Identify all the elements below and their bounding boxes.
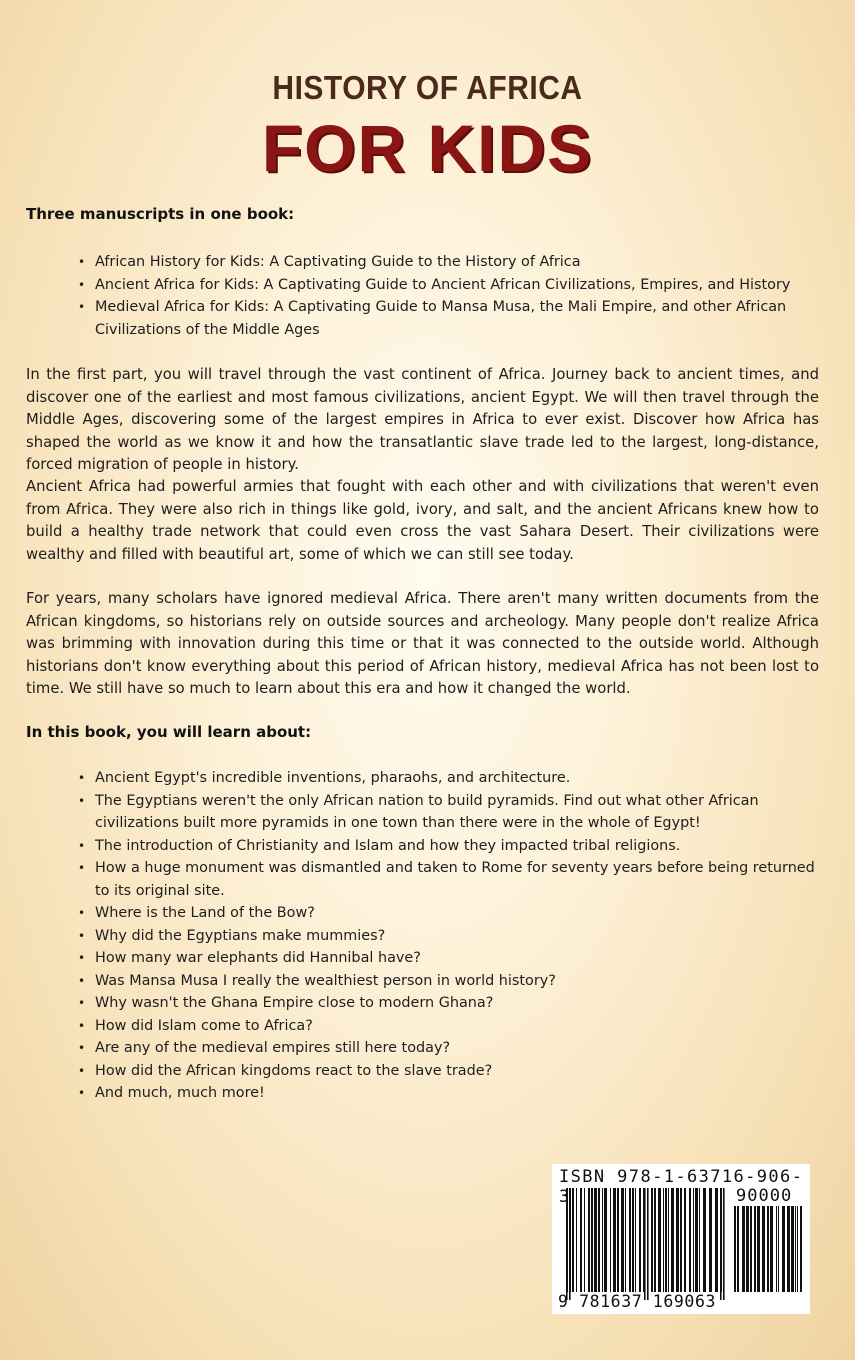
learn-list bbox=[78, 767, 830, 1105]
bullet-icon: • bbox=[78, 951, 86, 965]
price-code: 90000 bbox=[736, 1186, 793, 1206]
list-item: • How many war elephants did Hannibal have? bbox=[78, 947, 830, 970]
barcode-digits: 9 781637 169063 bbox=[558, 1292, 717, 1311]
list-item: • The introduction of Christianity and Islam and how they impacted tribal religions. bbox=[78, 835, 830, 858]
bullet-icon: • bbox=[78, 1086, 86, 1100]
bullet-icon: • bbox=[78, 838, 86, 853]
bullet-icon: • bbox=[78, 255, 86, 269]
manuscripts-heading: Three manuscripts in one book: bbox=[26, 205, 295, 223]
isbn-barcode bbox=[552, 1164, 810, 1314]
learn-heading: In this book, you will learn about: bbox=[26, 723, 312, 741]
list-item: • And much, much more! bbox=[78, 1082, 830, 1105]
isbn-label: ISBN 978-1-63716-906-3 bbox=[559, 1167, 804, 1207]
list-item: • The Egyptians weren't the only African nation to build pyramids. Find out what other African civilizations built more pyramids in one town than there were in the whole of Egypt! bbox=[78, 790, 830, 835]
list-item: • Ancient Africa for Kids: A Captivating Guide to Ancient African Civilizations, Empires, and History bbox=[78, 274, 830, 297]
bullet-icon: • bbox=[78, 996, 86, 1010]
intro-paragraph-3: For years, many scholars have ignored medieval Africa. There aren't many written documents from the African kingdoms, so historians rely on outside sources and archeology. Many people don't realize Africa was brimming with innovation during this time or that it was connected to the outside world. Although historians don't know everything about this period of African history, medieval Africa has not been lost to time. We still have so much to learn about this era and how it changed the world. bbox=[26, 590, 819, 697]
bullet-icon: • bbox=[78, 861, 86, 875]
bullet-icon: • bbox=[78, 906, 86, 920]
bullet-icon: • bbox=[78, 1063, 86, 1078]
list-item: • Where is the Land of the Bow? bbox=[78, 902, 830, 925]
bullet-icon: • bbox=[78, 1018, 86, 1033]
list-item: • Are any of the medieval empires still here today? bbox=[78, 1037, 830, 1060]
list-item: • Why wasn't the Ghana Empire close to modern Ghana? bbox=[78, 992, 830, 1015]
cover-title-line1: HISTORY OF AFRICA bbox=[272, 69, 583, 107]
manuscripts-list bbox=[78, 251, 830, 341]
bullet-icon: • bbox=[78, 771, 86, 785]
list-item: • Medieval Africa for Kids: A Captivating Guide to Mansa Musa, the Mali Empire, and other African Civilizations of the Middle Ages bbox=[78, 296, 830, 341]
bullet-icon: • bbox=[78, 300, 86, 314]
intro-paragraph-2: Ancient Africa had powerful armies that fought with each other and with civilizations that weren't even from Africa. They were also rich in things like gold, ivory, and salt, and the ancient Africans knew how to build a healthy trade network that could even cross the vast Sahara Desert. Their civilizations were wealthy and filled with beautiful art, some of which we can still see today. bbox=[26, 478, 819, 563]
cover-title-line2: FOR KIDS bbox=[261, 111, 594, 185]
list-item: • Ancient Egypt's incredible inventions, pharaohs, and architecture. bbox=[78, 767, 830, 790]
list-item: • How did Islam come to Africa? bbox=[78, 1015, 830, 1038]
bullet-icon: • bbox=[78, 1041, 86, 1055]
list-item: • How a huge monument was dismantled and taken to Rome for seventy years before being returned to its original site. bbox=[78, 857, 830, 902]
list-item: • African History for Kids: A Captivating Guide to the History of Africa bbox=[78, 251, 830, 274]
bullet-icon: • bbox=[78, 973, 86, 988]
list-item: • Was Mansa Musa I really the wealthiest person in world history? bbox=[78, 970, 830, 993]
bullet-icon: • bbox=[78, 277, 86, 292]
list-item: • Why did the Egyptians make mummies? bbox=[78, 925, 830, 948]
bullet-icon: • bbox=[78, 793, 86, 808]
bullet-icon: • bbox=[78, 928, 86, 943]
list-item: • How did the African kingdoms react to the slave trade? bbox=[78, 1060, 830, 1083]
intro-paragraph-1: In the first part, you will travel through the vast continent of Africa. Journey back to ancient times, and discover one of the earliest and most famous civilizations, ancient Egypt. We will then travel through the Middle Ages, discovering some of the largest empires in Africa to ever exist. Discover how Africa has shaped the world as we know it and how the transatlantic slave trade led to the largest, long-distance, forced migration of people in history. bbox=[26, 366, 819, 473]
